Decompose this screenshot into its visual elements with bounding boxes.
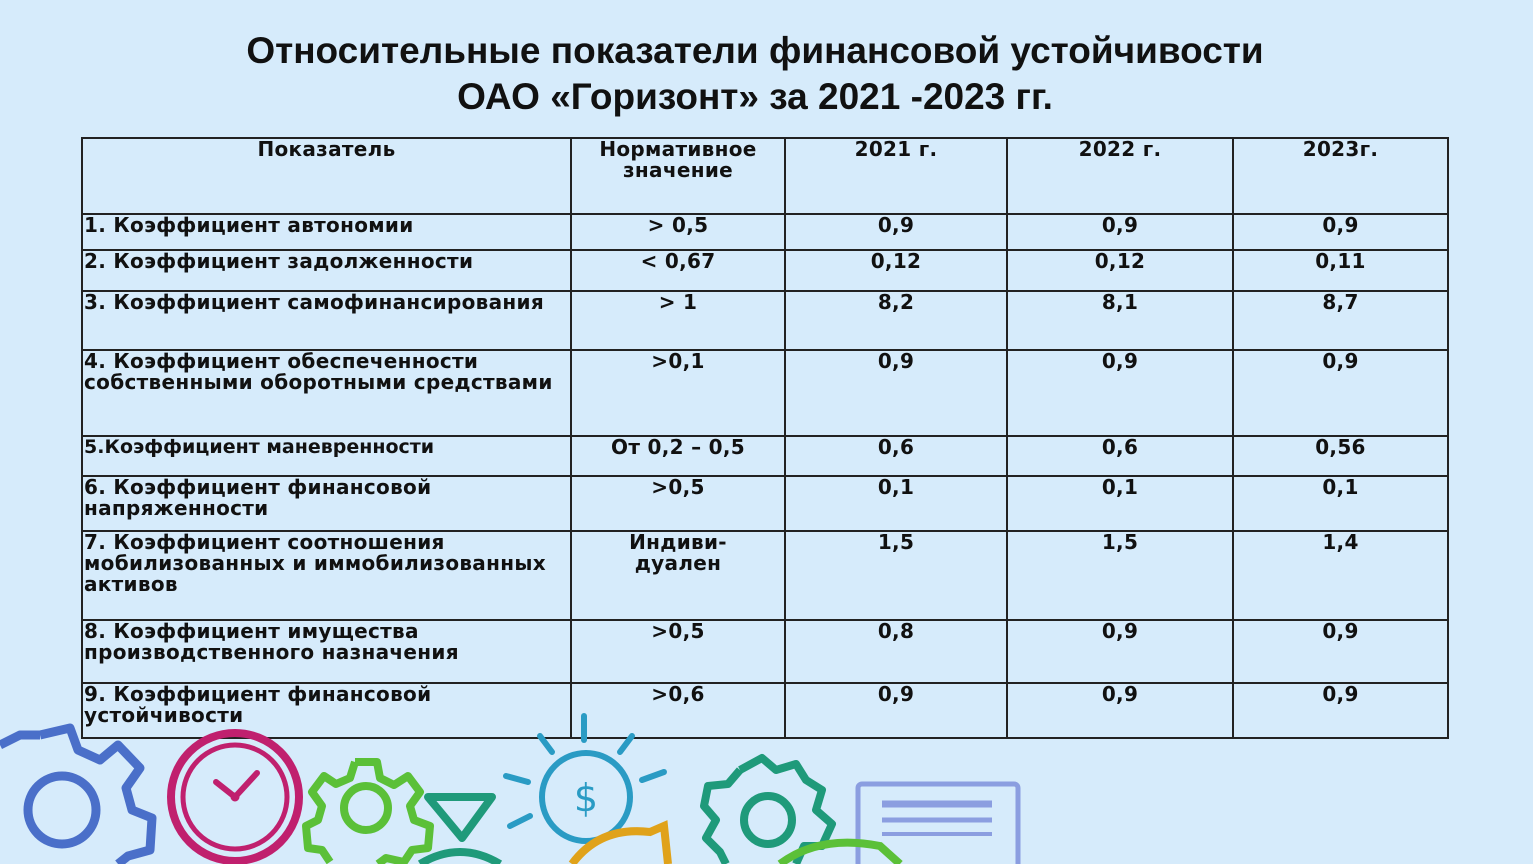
indicator-cell: 9. Коэффициент финансовой устойчивости xyxy=(82,683,571,738)
header-2021: 2021 г. xyxy=(785,138,1007,214)
norm-cell: > 0,5 xyxy=(571,214,785,250)
norm-cell: >0,5 xyxy=(571,620,785,683)
value-2023-cell: 0,9 xyxy=(1233,683,1448,738)
norm-cell: >0,1 xyxy=(571,350,785,436)
value-2023-cell: 0,11 xyxy=(1233,250,1448,291)
decorative-icons-strip xyxy=(0,700,1100,864)
value-2022-cell: 0,6 xyxy=(1007,436,1233,476)
lightbulb-dollar-icon xyxy=(506,716,664,841)
value-2023-cell: 0,1 xyxy=(1233,476,1448,531)
value-2021-cell: 0,1 xyxy=(785,476,1007,531)
norm-cell: >0,5 xyxy=(571,476,785,531)
value-2022-cell: 0,9 xyxy=(1007,350,1233,436)
value-2021-cell: 0,12 xyxy=(785,250,1007,291)
indicator-cell: 6. Коэффициент финансовой напряженности xyxy=(82,476,571,531)
value-2022-cell: 0,1 xyxy=(1007,476,1233,531)
indicator-cell: 4. Коэффициент обеспеченности собственными оборотными средствами xyxy=(82,350,571,436)
table-row xyxy=(82,476,1448,531)
header-2022: 2022 г. xyxy=(1007,138,1233,214)
norm-cell: < 0,67 xyxy=(571,250,785,291)
value-2021-cell: 0,6 xyxy=(785,436,1007,476)
gear-icon xyxy=(306,762,430,864)
value-2023-cell: 8,7 xyxy=(1233,291,1448,350)
value-2021-cell: 0,9 xyxy=(785,350,1007,436)
table-header-row xyxy=(82,138,1448,214)
slide-title xyxy=(0,28,1510,120)
speech-bubble-icon xyxy=(572,826,668,864)
indicator-cell: 5.Коэффициент маневренности xyxy=(82,436,571,476)
indicator-cell: 8. Коэффициент имущества производственного назначения xyxy=(82,620,571,683)
header-indicator: Показатель xyxy=(82,138,571,214)
indicator-cell: 7. Коэффициент соотношения мобилизованных и иммобилизованных активов xyxy=(82,531,571,620)
value-2022-cell: 1,5 xyxy=(1007,531,1233,620)
indicator-cell: 2. Коэффициент задолженности xyxy=(82,250,571,291)
table-row xyxy=(82,436,1448,476)
table-row xyxy=(82,620,1448,683)
norm-cell: > 1 xyxy=(571,291,785,350)
table-row xyxy=(82,214,1448,250)
norm-cell: Индиви-дуален xyxy=(571,531,785,620)
value-2023-cell: 0,56 xyxy=(1233,436,1448,476)
value-2023-cell: 0,9 xyxy=(1233,620,1448,683)
value-2023-cell: 0,9 xyxy=(1233,350,1448,436)
indicator-cell: 1. Коэффициент автономии xyxy=(82,214,571,250)
header-2023: 2023г. xyxy=(1233,138,1448,214)
value-2021-cell: 0,8 xyxy=(785,620,1007,683)
value-2021-cell: 1,5 xyxy=(785,531,1007,620)
svg-text:$: $ xyxy=(573,776,599,820)
value-2022-cell: 0,9 xyxy=(1007,620,1233,683)
table-row xyxy=(82,350,1448,436)
financial-stability-table xyxy=(81,137,1449,739)
table-row xyxy=(82,531,1448,620)
value-2021-cell: 0,9 xyxy=(785,683,1007,738)
value-2021-cell: 0,9 xyxy=(785,214,1007,250)
value-2022-cell: 0,12 xyxy=(1007,250,1233,291)
table-row xyxy=(82,250,1448,291)
table-row xyxy=(82,291,1448,350)
slide-title-line-1: Относительные показатели финансовой устойчивости xyxy=(246,30,1264,71)
value-2021-cell: 8,2 xyxy=(785,291,1007,350)
value-2023-cell: 0,9 xyxy=(1233,214,1448,250)
norm-cell: >0,6 xyxy=(571,683,785,738)
value-2023-cell: 1,4 xyxy=(1233,531,1448,620)
value-2022-cell: 0,9 xyxy=(1007,683,1233,738)
value-2022-cell: 0,9 xyxy=(1007,214,1233,250)
gear-icon xyxy=(0,728,152,864)
norm-cell: От 0,2 – 0,5 xyxy=(571,436,785,476)
slide-title-line-2: ОАО «Горизонт» за 2021 -2023 гг. xyxy=(457,76,1053,117)
header-norm: Нормативное значение xyxy=(571,138,785,214)
value-2022-cell: 8,1 xyxy=(1007,291,1233,350)
indicator-cell: 3. Коэффициент самофинансирования xyxy=(82,291,571,350)
clock-icon xyxy=(171,733,299,861)
